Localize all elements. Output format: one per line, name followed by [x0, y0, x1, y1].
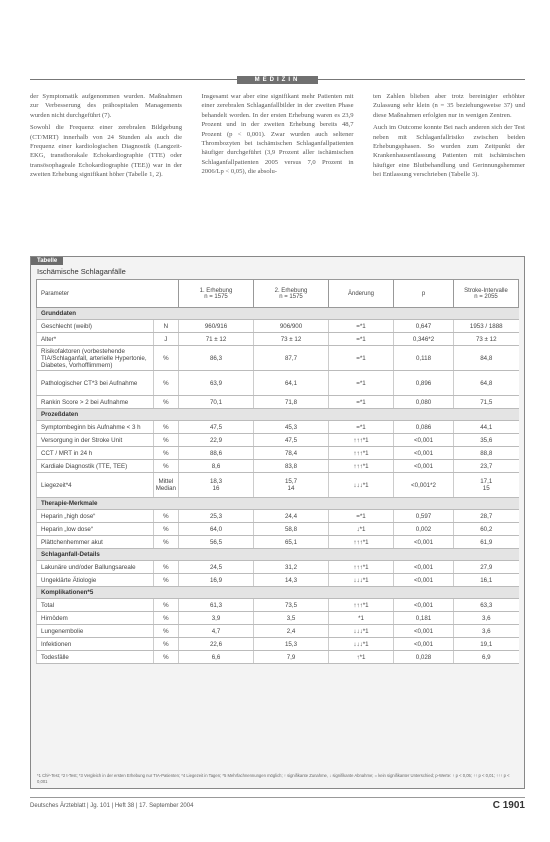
paragraph: ten Zahlen blieben aber trotz bereinigter erhöhter Zulassung sehr klein (n = 35 beziehungsweise 37) und diese Maßnahmen erfolgten nur in wenigen Zentren. — [373, 93, 525, 119]
paragraph: Insgesamt war aber eine signifikant mehr Patienten mit einer zerebralen Schlaganfallbilder in der zweiten Phase behandelt worden. In der ersten Erhebung waren es 23,9 Prozent und in der zweiten Erhebung bereits 48,7 Prozent (p < 0,001). Zwar wurden auch seltener Thrombozyten bei ischämischen Schlaganfallpatienten häufiger durchgeführt (3,9 Prozent aller ischämischen Schlaganfallpatienten 2005 versus 7,0 Prozent in 2006/Lp < 0,05), die absolu- — [201, 93, 354, 176]
cell-v1: 3,9 — [179, 612, 254, 625]
table-row — [37, 473, 519, 498]
cell-v2: 83,8 — [254, 460, 329, 473]
cell-param: Rankin Score > 2 bei Aufnahme — [37, 396, 154, 409]
cell-param: Todesfälle — [37, 651, 154, 664]
cell-si: 27,9 — [454, 561, 519, 574]
cell-unit: % — [153, 396, 178, 409]
cell-p: <0,001 — [394, 561, 454, 574]
page-number: C 1901 — [492, 800, 525, 811]
cell-param: Symptombeginn bis Aufnahme < 3 h — [37, 421, 154, 434]
cell-unit: Mittel Median — [153, 473, 178, 498]
cell-param: Plättchenhemmer akut — [37, 536, 154, 549]
cell-param: Pathologischer CT*3 bei Aufnahme — [37, 371, 154, 396]
cell-unit: % — [153, 561, 178, 574]
cell-param: Alter* — [37, 333, 154, 346]
cell-si: 64,8 — [454, 371, 519, 396]
cell-p: 0,002 — [394, 523, 454, 536]
section-header — [30, 75, 525, 84]
cell-change: ↑↑↑*1 — [329, 561, 394, 574]
cell-v2: 73 ± 12 — [254, 333, 329, 346]
cell-v1: 88,6 — [179, 447, 254, 460]
cell-change: =*1 — [329, 421, 394, 434]
cell-change: ↓*1 — [329, 523, 394, 536]
table-section-row — [37, 409, 519, 421]
cell-change: =*1 — [329, 320, 394, 333]
cell-si: 63,3 — [454, 599, 519, 612]
cell-unit: % — [153, 460, 178, 473]
cell-v2: 64,1 — [254, 371, 329, 396]
cell-unit: % — [153, 510, 178, 523]
cell-v2: 3,5 — [254, 612, 329, 625]
cell-si: 6,9 — [454, 651, 519, 664]
cell-p: <0,001 — [394, 625, 454, 638]
section-label: MEDIZIN — [237, 76, 319, 84]
table-row — [37, 599, 519, 612]
cell-param: Ungeklärte Ätiologie — [37, 574, 154, 587]
cell-unit: J — [153, 333, 178, 346]
cell-p: 0,597 — [394, 510, 454, 523]
cell-v1: 63,9 — [179, 371, 254, 396]
cell-change: ↑↑↑*1 — [329, 599, 394, 612]
cell-si: 1953 / 1888 — [454, 320, 519, 333]
cell-unit: % — [153, 599, 178, 612]
cell-unit: % — [153, 651, 178, 664]
table-row — [37, 625, 519, 638]
cell-p: <0,001 — [394, 536, 454, 549]
cell-param: Lungenembolie — [37, 625, 154, 638]
cell-si: 88,8 — [454, 447, 519, 460]
cell-v1: 22,9 — [179, 434, 254, 447]
cell-v2: 31,2 — [254, 561, 329, 574]
table-row — [37, 574, 519, 587]
paragraph: der Symptomatik aufgenommen wurden. Maßnahmen zur Verbesserung des prähospitalen Managements wurden nicht durchgeführt (7). — [30, 93, 182, 119]
cell-param: Heparin „low dose“ — [37, 523, 154, 536]
col-header-change: Änderung — [329, 280, 394, 308]
cell-param: CCT / MRT in 24 h — [37, 447, 154, 460]
cell-v1: 56,5 — [179, 536, 254, 549]
table-row — [37, 447, 519, 460]
cell-p: 0,181 — [394, 612, 454, 625]
cell-p: 0,028 — [394, 651, 454, 664]
cell-p: <0,001 — [394, 434, 454, 447]
stroke-int-label: Stroke-Intervalle — [464, 287, 508, 294]
cell-si: 73 ± 12 — [454, 333, 519, 346]
cell-unit: % — [153, 523, 178, 536]
cell-param: Geschlecht (weibl) — [37, 320, 154, 333]
cell-p: 0,647 — [394, 320, 454, 333]
cell-p: <0,001*2 — [394, 473, 454, 498]
table-row — [37, 612, 519, 625]
cell-p: <0,001 — [394, 638, 454, 651]
second-label: 2. Erhebung — [274, 287, 308, 294]
section-title: Prozeßdaten — [37, 409, 519, 421]
cell-param: Infektionen — [37, 638, 154, 651]
section-title: Grunddaten — [37, 308, 519, 320]
cell-v2: 47,5 — [254, 434, 329, 447]
cell-si: 28,7 — [454, 510, 519, 523]
cell-v1: 22,6 — [179, 638, 254, 651]
cell-p: <0,001 — [394, 574, 454, 587]
cell-p: <0,001 — [394, 460, 454, 473]
cell-si: 35,6 — [454, 434, 519, 447]
table-row — [37, 320, 519, 333]
cell-change: ↑↑↑*1 — [329, 434, 394, 447]
cell-param: Risikofaktoren (vorbestehende TIA/Schlaganfall, arterielle Hypertonie, Diabetes, Vorhofflimmern) — [37, 346, 154, 371]
cell-param: Liegezeit*4 — [37, 473, 154, 498]
table-row — [37, 536, 519, 549]
table-header-row — [37, 280, 519, 308]
table-section-row — [37, 549, 519, 561]
footer-rule — [30, 797, 525, 798]
cell-param: Versorgung in der Stroke Unit — [37, 434, 154, 447]
table-footnote: *1 Chi²-Test; *2 t-Test; *3 Vergleich in der ersten Erhebung nur TIA-Patienten; *4 Liegezeit in Tagen; *5 Mehrfachnennungen möglich; ↑ signifikante Zunahme, ↓ signifikante Abnahme; = kein signifikanter Unterschied; p-Werte: ↑ p < 0,05; ↑↑ p < 0,01; ↑↑↑ p < 0,001 — [37, 773, 510, 784]
text-column-2 — [202, 92, 354, 252]
cell-si: 84,8 — [454, 346, 519, 371]
text-column-1 — [30, 92, 182, 252]
table-row — [37, 523, 519, 536]
cell-unit: % — [153, 574, 178, 587]
cell-change: ↓↓↓*1 — [329, 625, 394, 638]
cell-p: 0,086 — [394, 421, 454, 434]
table-body — [37, 308, 519, 664]
first-label: 1. Erhebung — [199, 287, 233, 294]
cell-change: =*1 — [329, 510, 394, 523]
cell-change: ↑↑↑*1 — [329, 536, 394, 549]
table-section-row — [37, 498, 519, 510]
cell-param: Hirnödem — [37, 612, 154, 625]
cell-v1: 16,9 — [179, 574, 254, 587]
cell-change: =*1 — [329, 396, 394, 409]
cell-v1: 4,7 — [179, 625, 254, 638]
cell-si: 3,6 — [454, 625, 519, 638]
cell-change: =*1 — [329, 371, 394, 396]
cell-param: Kardiale Diagnostik (TTE, TEE) — [37, 460, 154, 473]
cell-v1: 71 ± 12 — [179, 333, 254, 346]
cell-change: ↓↓↓*1 — [329, 574, 394, 587]
cell-unit: % — [153, 638, 178, 651]
section-title: Schlaganfall-Details — [37, 549, 519, 561]
section-title: Therapie-Merkmale — [37, 498, 519, 510]
col-header-p: p — [394, 280, 454, 308]
col-header-second — [254, 280, 329, 308]
cell-si: 17,1 15 — [454, 473, 519, 498]
results-table — [36, 279, 519, 664]
cell-v2: 65,1 — [254, 536, 329, 549]
table-row — [37, 638, 519, 651]
cell-change: ↑↑↑*1 — [329, 447, 394, 460]
cell-v2: 2,4 — [254, 625, 329, 638]
cell-v1: 64,0 — [179, 523, 254, 536]
col-header-parameter: Parameter — [37, 280, 179, 308]
cell-v1: 24,5 — [179, 561, 254, 574]
cell-v1: 86,3 — [179, 346, 254, 371]
table-tab-label: Tabelle — [31, 257, 63, 265]
cell-param: Total — [37, 599, 154, 612]
table-section-row — [37, 587, 519, 599]
table-row — [37, 510, 519, 523]
journal-citation: Deutsches Ärzteblatt | Jg. 101 | Heft 38 | 17. September 2004 — [30, 803, 194, 809]
cell-change: ↑↑↑*1 — [329, 460, 394, 473]
cell-p: <0,001 — [394, 599, 454, 612]
cell-si: 23,7 — [454, 460, 519, 473]
col-header-first — [179, 280, 254, 308]
cell-p: 0,346*2 — [394, 333, 454, 346]
cell-v1: 61,3 — [179, 599, 254, 612]
cell-unit: % — [153, 447, 178, 460]
table-row — [37, 346, 519, 371]
cell-v2: 15,3 — [254, 638, 329, 651]
first-n: n = 1575 — [204, 293, 228, 300]
cell-v2: 87,7 — [254, 346, 329, 371]
cell-si: 19,1 — [454, 638, 519, 651]
cell-v2: 906/900 — [254, 320, 329, 333]
col-header-stroke-intervals — [454, 280, 519, 308]
cell-change: =*1 — [329, 333, 394, 346]
cell-v2: 73,5 — [254, 599, 329, 612]
table-row — [37, 333, 519, 346]
paragraph: Sowohl die Frequenz einer zerebralen Bildgebung (CT/MRT) innerhalb von 24 Stunden als auch die Frequenz einer kardiologischen Diagnostik (Langzeit-EKG, transthorakale Echokardiographie (TTE) oder transösophageale Echokardiographie (TEE)) war in der zweiten Erhebung signifikant höher (Tabelle 1, 2). — [30, 124, 182, 179]
cell-p: <0,001 — [394, 447, 454, 460]
cell-change: ↑*1 — [329, 651, 394, 664]
results-table-box — [30, 256, 525, 789]
cell-si: 71,5 — [454, 396, 519, 409]
cell-v1: 18,3 16 — [179, 473, 254, 498]
cell-unit: % — [153, 421, 178, 434]
cell-unit: % — [153, 625, 178, 638]
cell-v1: 47,5 — [179, 421, 254, 434]
table-row — [37, 651, 519, 664]
cell-v2: 24,4 — [254, 510, 329, 523]
cell-unit: N — [153, 320, 178, 333]
cell-change: ↓↓↓*1 — [329, 638, 394, 651]
cell-p: 0,896 — [394, 371, 454, 396]
table-row — [37, 561, 519, 574]
text-column-3 — [373, 92, 525, 252]
cell-si: 44,1 — [454, 421, 519, 434]
cell-v2: 15,7 14 — [254, 473, 329, 498]
table-row — [37, 371, 519, 396]
cell-unit: % — [153, 346, 178, 371]
stroke-int-n: n = 2055 — [474, 293, 498, 300]
cell-unit: % — [153, 612, 178, 625]
cell-change: =*1 — [329, 346, 394, 371]
paragraph: Auch im Outcome konnte Bei nach anderen sich der Test neben mit Schlaganfallrisiko zwischen beiden Erhebungsphasen. So wurden zum Zeitpunkt der Krankenhausentlassung Patienten mit ischämischen häufiger eine Blutbehandlung und Gerinnungshemmer bei Entlassung verschrieben (Tabelle 3). — [373, 124, 525, 179]
cell-v1: 8,6 — [179, 460, 254, 473]
cell-p: 0,118 — [394, 346, 454, 371]
cell-unit: % — [153, 371, 178, 396]
cell-unit: % — [153, 434, 178, 447]
cell-param: Heparin „high dose“ — [37, 510, 154, 523]
cell-v1: 70,1 — [179, 396, 254, 409]
cell-v1: 960/916 — [179, 320, 254, 333]
table-row — [37, 434, 519, 447]
cell-change: ↓↓↓*1 — [329, 473, 394, 498]
cell-si: 3,6 — [454, 612, 519, 625]
table-row — [37, 460, 519, 473]
cell-si: 16,1 — [454, 574, 519, 587]
cell-v2: 78,4 — [254, 447, 329, 460]
cell-si: 61,9 — [454, 536, 519, 549]
cell-v2: 7,9 — [254, 651, 329, 664]
cell-v1: 6,6 — [179, 651, 254, 664]
cell-change: *1 — [329, 612, 394, 625]
cell-v2: 58,8 — [254, 523, 329, 536]
cell-si: 60,2 — [454, 523, 519, 536]
second-n: n = 1575 — [279, 293, 303, 300]
table-title: Ischämische Schlaganfälle — [37, 267, 126, 276]
cell-param: Lakunäre und/oder Ballungsareale — [37, 561, 154, 574]
cell-v1: 25,3 — [179, 510, 254, 523]
cell-v2: 45,3 — [254, 421, 329, 434]
cell-p: 0,080 — [394, 396, 454, 409]
cell-v2: 14,3 — [254, 574, 329, 587]
cell-v2: 71,8 — [254, 396, 329, 409]
table-row — [37, 396, 519, 409]
section-title: Komplikationen*5 — [37, 587, 519, 599]
table-row — [37, 421, 519, 434]
table-section-row — [37, 308, 519, 320]
cell-unit: % — [153, 536, 178, 549]
body-text — [30, 92, 525, 252]
